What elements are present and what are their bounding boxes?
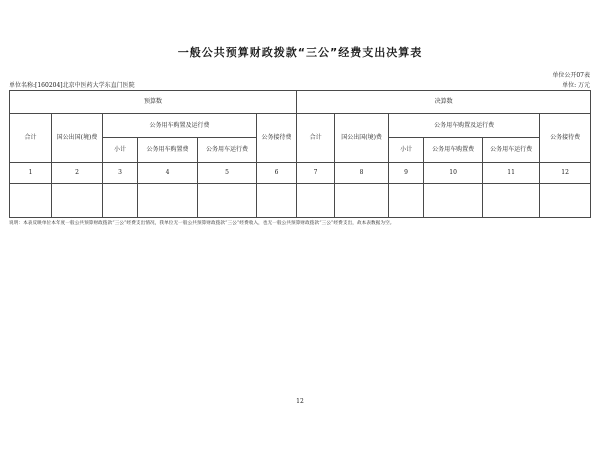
column-number: 12	[540, 163, 591, 184]
table-cell	[424, 184, 483, 218]
column-number: 6	[257, 163, 297, 184]
table-cell	[103, 184, 138, 218]
page-title: 一般公共预算财政拨款“三公”经费支出决算表	[177, 46, 423, 59]
final-header: 决算数	[297, 91, 591, 114]
final-vehicle-operation-header: 公务用车运行费	[483, 138, 540, 163]
column-number: 11	[483, 163, 540, 184]
table-cell	[389, 184, 424, 218]
table-note: 说明：本表反映单位本年度一般公共预算财政拨款“三公”经费支出情况，我单位无一般公共预算财政拨款“三公”经费收入，也无一般公共预算财政拨款“三公”经费支出，故本表数据为空。	[9, 221, 395, 226]
column-number: 4	[138, 163, 198, 184]
table-cell	[52, 184, 103, 218]
table-header-row-1	[10, 91, 591, 114]
column-number: 3	[103, 163, 138, 184]
three-public-expenses-table	[9, 90, 591, 218]
column-number: 7	[297, 163, 335, 184]
budget-abroad-header: 国公出国(境)费	[52, 114, 103, 163]
column-number: 10	[424, 163, 483, 184]
table-cell	[138, 184, 198, 218]
final-total-header: 合计	[297, 114, 335, 163]
column-number: 9	[389, 163, 424, 184]
table-data-row	[10, 184, 591, 218]
table-header-row-2	[10, 114, 591, 138]
table-cell	[483, 184, 540, 218]
column-number: 5	[198, 163, 257, 184]
column-number: 8	[335, 163, 389, 184]
budget-subtotal-header: 小计	[103, 138, 138, 163]
budget-total-header: 合计	[10, 114, 52, 163]
column-number: 1	[10, 163, 52, 184]
unit-row	[9, 80, 590, 89]
budget-reception-header: 公务接待费	[257, 114, 297, 163]
table-cell	[297, 184, 335, 218]
budget-vehicle-operation-header: 公务用车运行费	[198, 138, 257, 163]
final-abroad-header: 国公出国(境)费	[335, 114, 389, 163]
budget-header: 预算数	[10, 91, 297, 114]
final-vehicle-group-header: 公务用车购置及运行费	[389, 114, 540, 138]
table-cell	[540, 184, 591, 218]
page-number: 12	[296, 398, 304, 405]
final-vehicle-purchase-header: 公务用车购置费	[424, 138, 483, 163]
final-reception-header: 公务接待费	[540, 114, 591, 163]
unit-label: 单位: 万元	[562, 82, 590, 89]
column-number-row	[10, 163, 591, 184]
table-cell	[257, 184, 297, 218]
final-subtotal-header: 小计	[389, 138, 424, 163]
table-cell	[10, 184, 52, 218]
table-cell	[335, 184, 389, 218]
budget-vehicle-group-header: 公务用车购置及运行费	[103, 114, 257, 138]
column-number: 2	[52, 163, 103, 184]
budget-vehicle-purchase-header: 公务用车购置费	[138, 138, 198, 163]
table-cell	[198, 184, 257, 218]
form-number: 单位公开07表	[552, 72, 590, 79]
org-name: 单位名称:[160204]北京中医药大学东直门医院	[9, 82, 135, 89]
